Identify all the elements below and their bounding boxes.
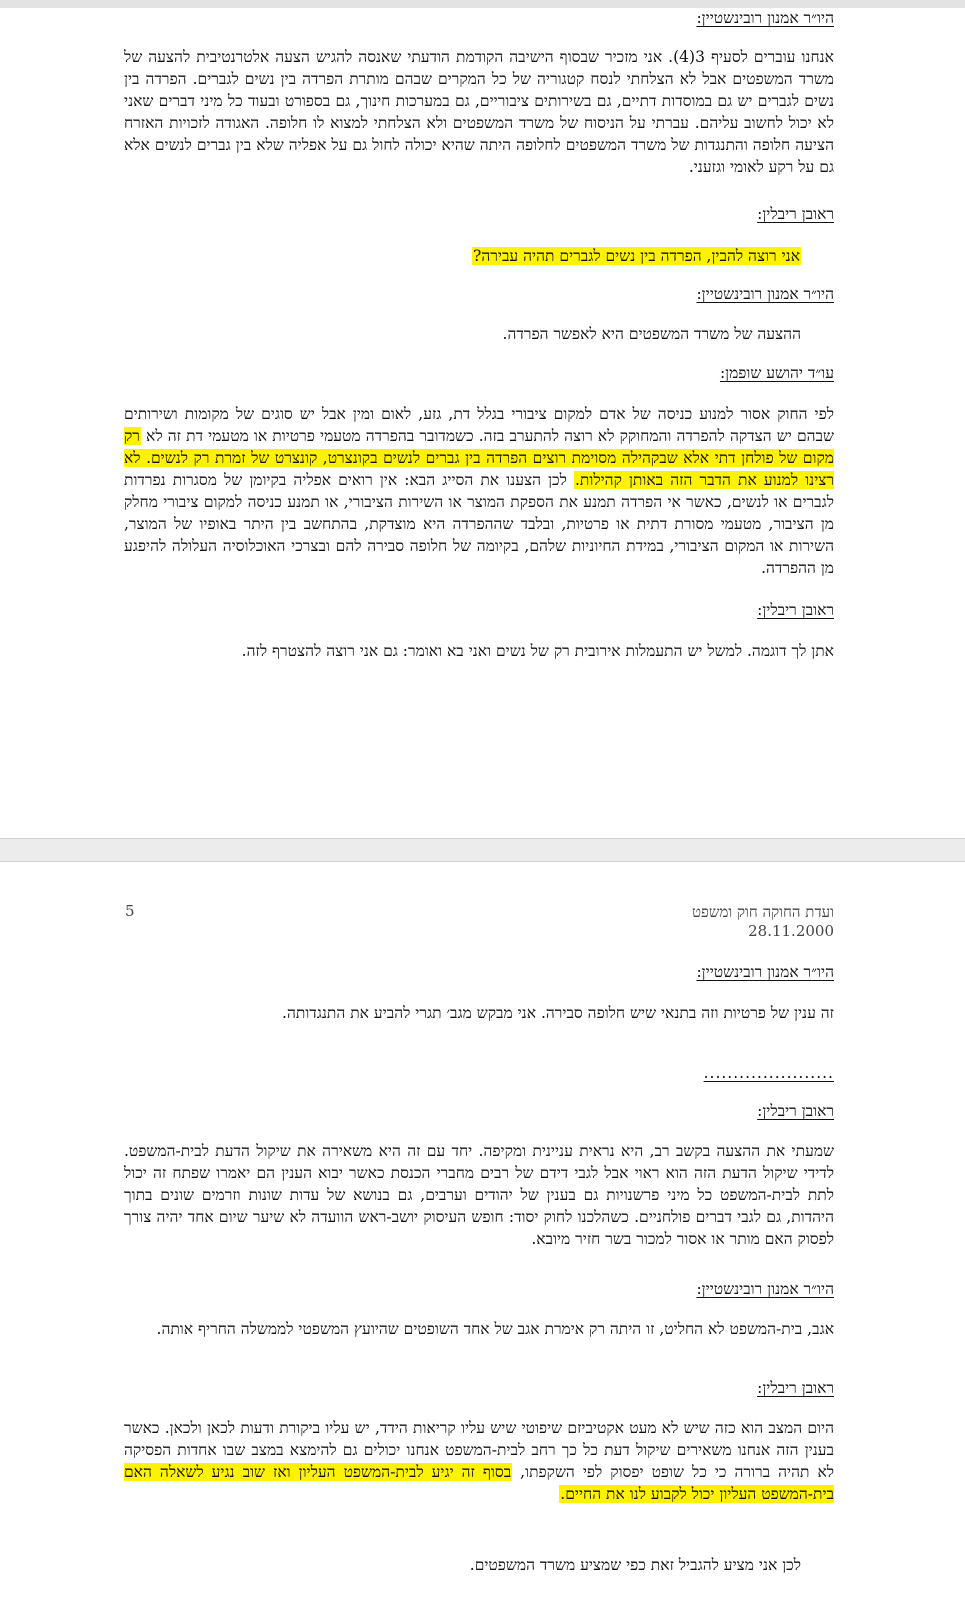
speaker-label: היו״ר אמנון רובינשטיין: <box>696 9 834 27</box>
speech-paragraph: זה ענין של פרטיות וזה בתנאי שיש חלופה סבירה. אני מבקש מגב׳ תגרי להביע את התנגדותה. <box>282 1004 834 1022</box>
speaker-label: ראובן ריבלין: <box>757 205 834 223</box>
session-date: 28.11.2000 <box>748 922 834 940</box>
speaker-label: היו״ר אמנון רובינשטיין: <box>696 285 834 303</box>
speech-paragraph <box>124 403 834 579</box>
speech-paragraph: לכן אני מציע להגביל זאת כפי שמציע משרד המשפטים. <box>469 1556 801 1574</box>
speaker-label: ראובן ריבלין: <box>757 601 834 619</box>
speech-paragraph: אנחנו עוברים לסעיף 3(4). אני מזכיר שבסוף הישיבה הקודמת הודעתי שאנסה להגיש הצעה אלטרנטיבית להצעה של משרד המשפטים אבל לא הצלחתי לנסח קטגוריה של כל המקרים שבהם מותרת הפרדה בין נשים לגברים. הפרדה בין נשים לגברים יש גם במוסדות דתיים, גם בשירותים ציבוריים, גם במערכות חינוך, גם בספורט ובעוד כל מיני דברים שאני לא יכול לחשוב עליהם. עברתי על הניסוח של משרד המשפטים ולא הצלחתי למצוא לו חלופה. האגודה לזכויות האזרח הציעה חלופה והתנגדות של משרד המשפטים לחלופה היתה שהיא יכולה לחול גם על אפליה שלא בין גברים לנשים אלא גם על רקע לאומי וגזעני. <box>124 48 834 176</box>
highlight: בסוף זה יגיע לבית-המשפט העליון ואז שוב נגיע לשאלה האם בית-המשפט העליון יכול לקבוע לנו את החיים. <box>124 1463 834 1503</box>
speech-paragraph: שמעתי את ההצעה בקשב רב, היא נראית עניינית ומקיפה. יחד עם זה היא משאירה את שיקול הדעת לבית-המשפט. לדידי שיקול הדעת הזה הוא ראוי אבל לגבי דידם של רבים מחברי הכנסת כאשר יבוא הענין הם יאמרו שפתח זה יכול לתת לבית-המשפט כל מיני פרשנויות גם בענין של יהודים וערבים, גם בנושא של עדות שונות וזרמים שונים בתוך היהדות, גם לגבי דברים פולחניים. כשהלכנו לחוק יסוד: חופש העיסוק יושב-ראש הוועדה לא שיער שיום אחד יהיה צורך לפסוק האם מותר או אסור למכור בשר חזיר מיובא. <box>124 1142 834 1248</box>
speaker-label: ראובן ריבלין: <box>757 1102 834 1120</box>
speech-paragraph: אגב, בית-המשפט לא החליט, זו היתה רק אימרת אגב של אחד השופטים שהיועץ המשפטי לממשלה החריף אותה. <box>156 1320 834 1338</box>
omission-dots: ...................... <box>703 1064 834 1082</box>
speaker-label: היו״ר אמנון רובינשטיין: <box>696 963 834 981</box>
speech-paragraph <box>124 1417 834 1505</box>
committee-header: ועדת החוקה חוק ומשפט <box>691 903 834 921</box>
highlight: רק מקום של פולחן דתי אלא שבקהילה מסוימת רוצים הפרדה בין גברים לנשים בקונצרט, קונצרט של זמרת רק לנשים. לא רצינו למנוע את הדבר הזה באותן קהילות. <box>124 427 834 489</box>
speaker-label: עו״ד יהושע שופמן: <box>719 364 834 382</box>
speaker-label: ראובן ריבלין: <box>757 1379 834 1397</box>
page-number: 5 <box>125 902 135 920</box>
highlight: אני רוצה להבין, הפרדה בין נשים לגברים תהיה עבירה? <box>473 247 800 265</box>
text-run: לפי החוק אסור למנוע כניסה של אדם למקום ציבורי בגלל דת, גזע, לאום ומין אבל יש סוגים של מקומות ושירותים שבהם יש הצדקה להפרדה והמחוקק לא רוצה להתערב בזה. כשמדובר בהפרדה מטעמי פרטיות או מטעמי דת זה לא <box>124 405 834 445</box>
speech-paragraph-highlighted <box>124 245 801 267</box>
viewer-top-edge <box>0 0 965 8</box>
page-separator <box>0 838 965 862</box>
text-run: לכן הצענו את הסייג הבא: אין רואים אפליה בקיומן של מסגרות נפרדות לגברים או לנשים, כאשר אי הפרדה תמנע את הספקת המוצר או השירות הציבורי, או תמנע כניסה למקום ציבורי מחלק מן הציבור, מטעמי מסורת דתית או פרטיות, ובלבד שההפרדה היא מוצדקת, בהתחשב בין היתר באופיו של המוצר, השירות או המקום הציבורי, במידת החיוניות שלהם, בקיומה של חלופה סבירה להם ובצרכי האוכלוסיה העלולה להיפגע מן ההפרדה. <box>124 471 834 577</box>
speaker-label: היו״ר אמנון רובינשטיין: <box>696 1280 834 1298</box>
speech-paragraph: ההצעה של משרד המשפטים היא לאפשר הפרדה. <box>502 325 801 343</box>
text-run: היום המצב הוא כזה שיש לא מעט אקטיביזם שיפוטי שיש עליו קריאות הידד, יש עליו ביקורת ודעות לכאן ולכאן. כאשר בענין הזה אנחנו משאירים שיקול דעת כל כך רחב לבית-המשפט אנחנו יכולים גם להימצא במצב שבו אחדות הפסיקה לא תהיה ברורה כי כל שופט יפסוק לפי השקפתו, <box>124 1419 834 1481</box>
speech-paragraph: אתן לך דוגמה. למשל יש התעמלות אירובית רק של נשים ואני בא ואומר: גם אני רוצה להצטרף לזה. <box>241 642 834 660</box>
